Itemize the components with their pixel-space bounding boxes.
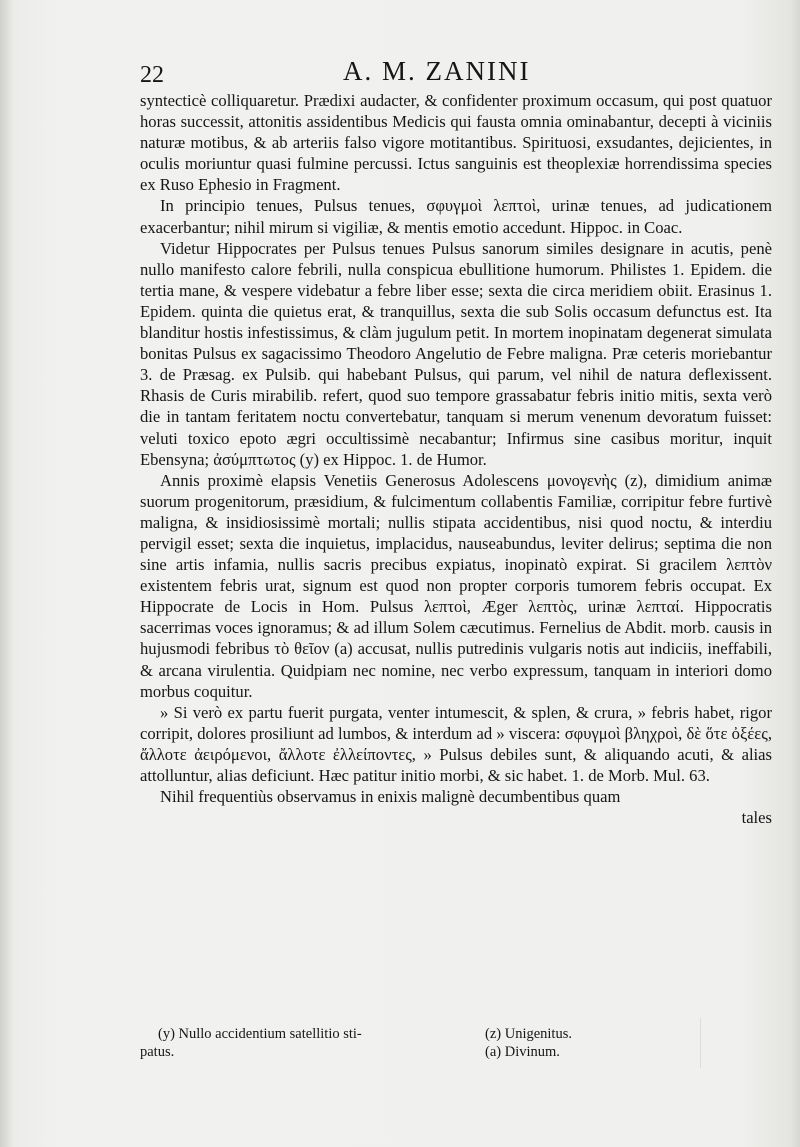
- paragraph-6: Nihil frequentiùs observamus in enixis malignè decumbentibus quam: [160, 787, 621, 807]
- paragraph-1: syntecticè colliquaretur. Prædixi audacter, & confidenter proximum occasum, qui post quatuor horas successit, attonitis assidentibus Medicis qui fausta omnia ominabantur, decepti à viciniis naturæ motibus, & ab arteriis falso vigore motitantibus. Spirituosi, exsudantes, dejicientes, in oculis moriuntur quasi fulmine percussi. Ictus sanguinis est theoplexiæ horrendissima species ex Ruso Ephesio in Fragment.: [140, 91, 772, 195]
- page-header: [140, 56, 780, 92]
- footnote-a: (a) Divinum.: [485, 1044, 560, 1060]
- quotation-paragraph: » Si verò ex partu fuerit purgata, venter intumescit, & splen, & crura, » febris habet, rigor corripit, dolores prosiliunt ad lumbos, & interdum ad » viscera: σφυγμοὶ βληχροὶ, δὲ ὅτε ὀξέες, ἄλλοτε ἀειρόμενοι, ἄλλοτε ἐλλείποντες, » Pulsus debiles sunt, & aliquando acuti, & alias attolluntur, alias deficiunt. Hæc patitur initio morbi, & sic habet. 1. de Morb. Mul. 63.: [140, 702, 772, 785]
- footnote-y: [140, 1025, 460, 1061]
- paragraph-4: Annis proximè elapsis Venetiis Generosus Adolescens μονογενὴς (z), dimidium animæ suorum progenitorum, præsidium, & fulcimentum collabentis Familiæ, corripitur febre furtivè maligna, & insidiosissimè mortali; nullis stipata accidentibus, nisi quod noctu, & interdiu pervigil esset; sexta die inquietus, implacidus, nauseabundus, leviter delirus; septima die non sine artis infamia, nullis sacris precibus expiatus, inopinatò expirat. Si gracilem λεπτὸν existentem febris urat, signum est quod non propter corporis tumorem febris occupat. Ex Hippocrate de Locis in Hom. Pulsus λεπτοὶ, Æger λεπτὸς, urinæ λεπταί. Hippocratis sacerrimas voces ignoramus; & ad illum Solem cæcutimus. Fernelius de Abdit. morb. causis in hujusmodi febribus τὸ θεῖον (a) accusat, nullis putredinis vulgaris notis aut indiciis, ineffabili, & arcana virulentia. Quidpiam nec nomine, nec verbo expressum, tanquam in interiori domo morbus coquitur.: [140, 470, 772, 701]
- main-text: [140, 90, 772, 828]
- footnote-y-line2: patus.: [140, 1044, 175, 1060]
- footnote-z: (z) Unigenitus.: [485, 1026, 572, 1042]
- paragraph-3: Videtur Hippocrates per Pulsus tenues Pulsus sanorum similes designare in acutis, penè nullo manifesto calore febrili, nulla conspicua ebullitione humorum. Philistes 1. Epidem. die tertia mane, & vespere videbatur a febre liber esse; sexta die circa meridiem obiit. Erasinus 1. Epidem. quinta die quietus erat, & tranquillus, sexta die sub Solis occasum defunctus est. Ita blanditur hostis infestissimus, & clàm jugulum petit. In mortem inopinatam degenerat simulata bonitas Pulsus ex sagacissimo Theodoro Angelutio de Febre maligna. Præ ceteris moriebantur 3. de Præsag. ex Pulsib. qui habebant Pulsus, qui parum, vel nihil de natura deflexissent. Rhasis de Curis mirabilib. refert, quod suo tempore grassabatur febris initio mitis, sexta verò die in tantam feritatem noctu convertebatur, tanquam si merum venenum devoratum fuisset: veluti toxico epoto ægri occultissimè necabantur; Infirmus sine casibus moritur, inquit Ebensyna; ἀσύμπτωτος (y) ex Hippoc. 1. de Humor.: [140, 238, 772, 469]
- footnote-y-line1: (y) Nullo accidentium satellitio sti-: [158, 1026, 362, 1042]
- running-head: A. M. ZANINI: [343, 56, 531, 86]
- page-edge-shadow: [700, 1018, 800, 1068]
- catchword: tales: [741, 808, 772, 828]
- page-number: 22: [140, 62, 164, 88]
- paragraph-2: In principio tenues, Pulsus tenues, σφυγμοὶ λεπτοὶ, urinæ tenues, ad judicationem exacerbantur; nihil mirum si vigiliæ, & mentis emotio accedunt. Hippoc. in Coac.: [140, 196, 772, 237]
